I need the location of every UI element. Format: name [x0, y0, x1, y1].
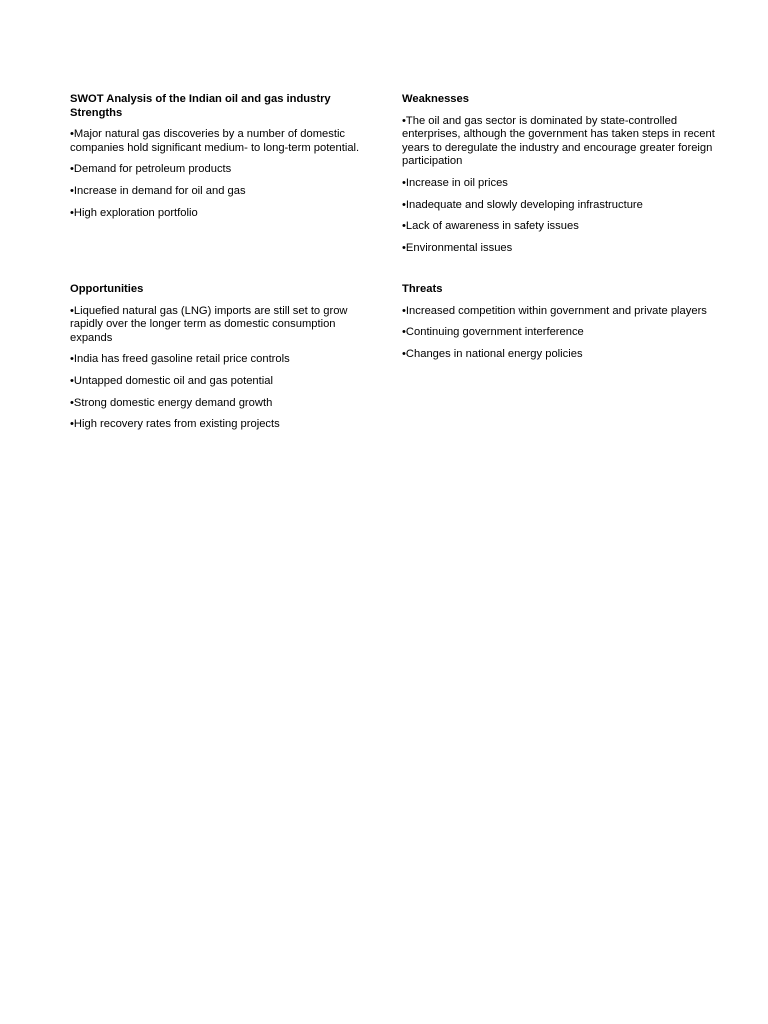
- opportunities-section: [70, 283, 370, 440]
- threats-section: [402, 283, 732, 369]
- weaknesses-section: [402, 93, 732, 263]
- strengths-item-2: •Demand for petroleum products: [70, 163, 232, 176]
- threats-item-3: •Changes in national energy policies: [402, 347, 583, 360]
- threats-heading: Threats: [402, 283, 443, 295]
- strengths-item-1: •Major natural gas discoveries by a number of domestic companies hold significant medium- to long-term potential.: [70, 128, 360, 154]
- opportunities-item-4: •Strong domestic energy demand growth: [70, 396, 273, 409]
- strengths-heading: Strengths: [70, 106, 123, 119]
- strengths-section: [70, 93, 370, 228]
- opportunities-item-5: •High recovery rates from existing projects: [70, 418, 280, 431]
- document-title: SWOT Analysis of the Indian oil and gas industry: [70, 93, 331, 105]
- strengths-item-3: •Increase in demand for oil and gas: [70, 184, 246, 197]
- weaknesses-heading: Weaknesses: [402, 93, 469, 105]
- opportunities-heading: Opportunities: [70, 283, 144, 295]
- weaknesses-item-3: •Inadequate and slowly developing infrastructure: [402, 198, 643, 211]
- strengths-item-4: •High exploration portfolio: [70, 206, 198, 219]
- weaknesses-item-1: •The oil and gas sector is dominated by state-controlled enterprises, although the government has taken steps in recent years to deregulate the industry and encourage greater foreign participation: [402, 114, 715, 168]
- opportunities-item-3: •Untapped domestic oil and gas potential: [70, 374, 273, 387]
- threats-item-2: •Continuing government interference: [402, 326, 584, 339]
- weaknesses-item-2: •Increase in oil prices: [402, 176, 508, 189]
- weaknesses-item-5: •Environmental issues: [402, 241, 513, 254]
- threats-item-1: •Increased competition within government and private players: [402, 304, 707, 317]
- opportunities-item-1: •Liquefied natural gas (LNG) imports are still set to grow rapidly over the longer term as domestic consumption expands: [70, 304, 348, 344]
- weaknesses-item-4: •Lack of awareness in safety issues: [402, 220, 579, 233]
- strengths-heading-block: [70, 93, 370, 120]
- opportunities-item-2: •India has freed gasoline retail price controls: [70, 353, 290, 366]
